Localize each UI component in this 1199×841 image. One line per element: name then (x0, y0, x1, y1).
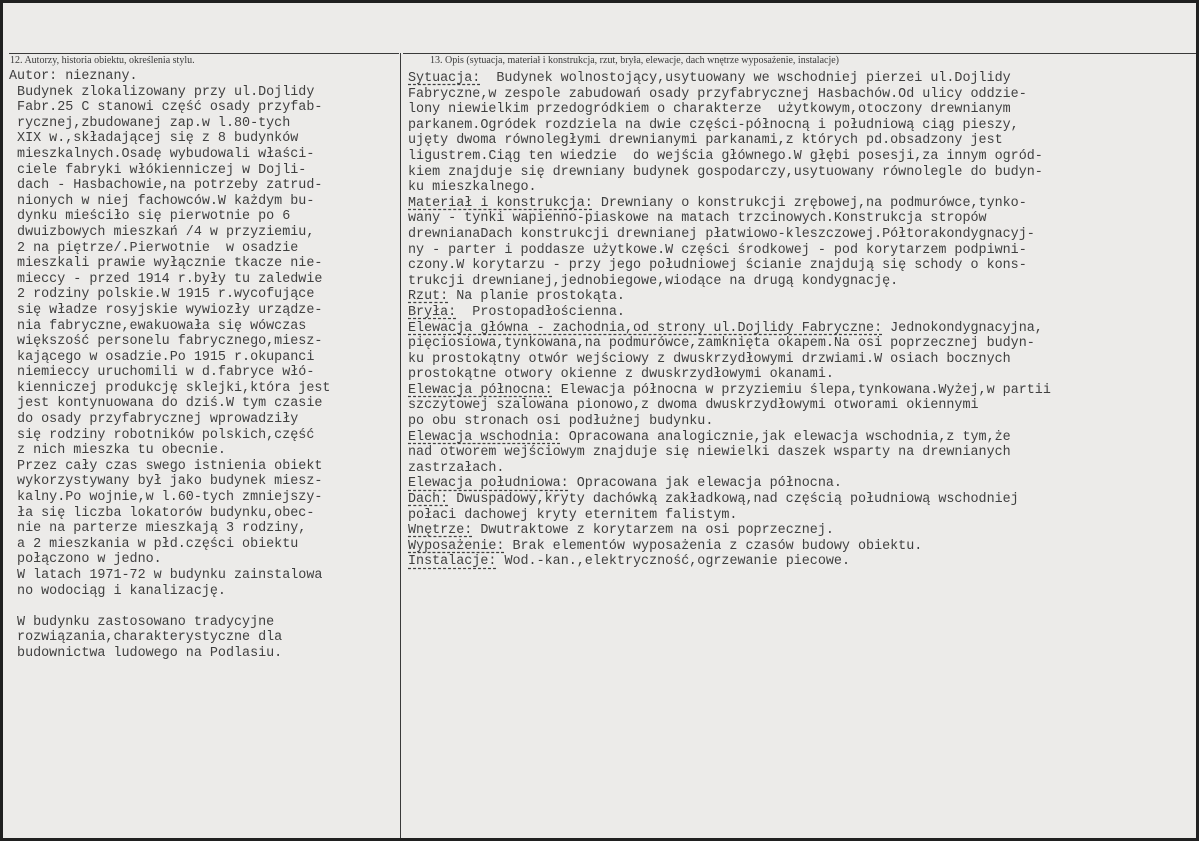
section-text: Opracowana jak elewacja północna. (568, 476, 842, 492)
history-line: W latach 1971-72 w budynku zainstalowa (9, 568, 323, 583)
description-section (408, 305, 1051, 321)
history-line: Przez cały czas swego istnienia obiekt (9, 458, 323, 474)
section-first-line (408, 321, 1051, 337)
section-label: Elewacja wschodnia: (408, 429, 561, 445)
history-line: a 2 mieszkania w płd.części obiektu (9, 536, 299, 552)
section-label: Instalacje: (408, 554, 497, 570)
history-line: ła się liczba lokatorów budynku,obec- (9, 505, 315, 521)
section-line: zastrzałach. (408, 460, 505, 476)
section-first-line (408, 492, 1051, 508)
section-line: lony niewielkim przedogródkiem o charakterze użytkowym,otoczony drewnianym (408, 102, 1011, 118)
description-text (408, 71, 1051, 570)
history-line: Autor: nieznany. (9, 69, 138, 84)
description-section (408, 430, 1051, 477)
section-line: szczytowej szalowana pionowo,z dwoma dwuskrzydłowymi otworami okiennymi (408, 398, 979, 414)
left-column-heading: 12. Autorzy, historia obiektu, określenia stylu. (10, 55, 195, 66)
section-line: ku mieszkalnego. (408, 180, 537, 196)
history-line: się rodziny robotników polskich,część (9, 427, 315, 443)
history-line: Budynek zlokalizowany przy ul.Dojlidy (9, 84, 315, 100)
section-first-line (408, 289, 1051, 305)
history-line: budownictwa ludowego na Podlasiu. (9, 645, 283, 661)
section-label: Dach: (408, 492, 449, 508)
description-section (408, 383, 1051, 430)
history-line (9, 599, 330, 615)
history-line: nie na parterze mieszkają 3 rodziny, (9, 521, 307, 537)
section-first-line (408, 305, 1051, 321)
section-text: Brak elementów wyposażenia z czasów budowy obiektu. (504, 538, 923, 554)
section-line: pięciosiowa,tynkowana,na podmurówce,zamknięta okapem.Na osi poprzecznej budyn- (408, 336, 1035, 352)
section-line: nad otworem wejściowym znajduje się niewielki daszek wsparty na drewnianych (408, 445, 1011, 461)
right-top-rule (403, 53, 1196, 54)
history-line: kającego w osadzie.Po 1915 r.okupanci (9, 349, 315, 365)
section-text: Prostopadłościenna. (456, 304, 625, 320)
section-text: Budynek wolnostojący,usytuowany we wschodniej pierzei ul.Dojlidy (480, 71, 1011, 86)
history-line: 2 na piętrze/.Pierwotnie w osadzie (9, 240, 299, 256)
history-line: W budynku zastosowano tradycyjne (9, 614, 275, 630)
section-text: Dwuspadowy,kryty dachówką zakładkową,nad częścią południową wschodniej (448, 492, 1019, 508)
section-label: Elewacja południowa: (408, 476, 569, 492)
section-line: połaci dachowej kryty eternitem falistym. (408, 507, 738, 523)
section-line: kiem znajduje się drewniany budynek gospodarczy,usytuowany równolegle do budyn- (408, 164, 1043, 180)
section-first-line (408, 476, 1051, 492)
column-divider (400, 53, 401, 838)
section-text: Wod.-kan.,elektryczność,ogrzewanie piecowe. (496, 554, 850, 570)
history-line: rozwiązania,charakterystyczne dla (9, 630, 283, 646)
history-line: dach - Hasbachowie,na potrzeby zatrud- (9, 178, 323, 194)
section-line: ny - parter i poddasze użytkowe.W części środkowej - pod korytarzem podpiwni- (408, 242, 1027, 258)
section-line: po obu stronach osi podłużnej budynku. (408, 414, 714, 430)
history-line: wykorzystywany był jako budynek miesz- (9, 474, 323, 490)
section-label: Elewacja główna - zachodnia,od strony ul.Dojlidy Fabryczne: (408, 320, 883, 336)
description-section (408, 71, 1051, 196)
section-line: ujęty dwoma równoległymi drewnianymi parkanami,z których pd.obsadzony jest (408, 133, 1003, 149)
history-line: do osady przyfabrycznej wprowadziły (9, 412, 299, 428)
history-line: Fabr.25 C stanowi część osady przyfab- (9, 100, 323, 116)
description-section (408, 196, 1051, 290)
history-line: ciele fabryki włókienniczej w Dojli- (9, 162, 307, 178)
section-line: ligustrem.Ciąg ten wiedzie do wejścia głównego.W głębi posesji,za innym ogród- (408, 148, 1043, 164)
section-first-line (408, 196, 1051, 212)
section-label: Materiał i konstrukcja: (408, 195, 593, 211)
history-line: mieszkalnych.Osadę wybudowali właści- (9, 146, 315, 162)
history-line: rycznej,zbudowanej zap.w l.80-tych (9, 115, 291, 131)
history-line: XIX w.,składającej się z 8 budynków (9, 131, 299, 147)
history-line: z nich mieszka tu obecnie. (9, 443, 226, 459)
section-line: czony.W korytarzu - przy jego południowej ścianie znajdują się schody o kons- (408, 258, 1027, 274)
section-first-line (408, 71, 1051, 87)
history-line: się władze rosyjskie wywiozły urządze- (9, 302, 323, 318)
history-line: mieccy - przed 1914 r.były tu zaledwie (9, 271, 323, 287)
section-text: Drewniany o konstrukcji zrębowej,na podmurówce,tynko- (592, 195, 1027, 211)
history-line: no wodociąg i kanalizację. (9, 583, 226, 599)
section-line: wany - tynki wapienno-piaskowe na matach trzcinowych.Konstrukcja stropów (408, 211, 987, 227)
history-line: kalny.Po wojnie,w l.60-tych zmniejszy- (9, 490, 323, 506)
description-section (408, 539, 1051, 555)
description-section (408, 554, 1051, 570)
history-line: nia fabryczne,ewakuowała się wówczas (9, 318, 307, 334)
description-section (408, 476, 1051, 492)
section-first-line (408, 554, 1051, 570)
section-text: Dwutraktowe z korytarzem na osi poprzecznej. (472, 523, 834, 539)
section-label: Wyposażenie: (408, 538, 505, 554)
description-section (408, 492, 1051, 523)
section-text: Na planie prostokąta. (448, 289, 625, 305)
history-line: połączono w jedno. (9, 552, 162, 568)
history-line: niemieccy uruchomili w d.fabryce włó- (9, 365, 315, 381)
description-section (408, 321, 1051, 383)
section-label: Wnętrze: (408, 523, 473, 539)
section-first-line (408, 430, 1051, 446)
section-label: Sytuacja: (408, 71, 481, 86)
history-line: mieszkali prawie wyłącznie tkacze nie- (9, 256, 323, 272)
section-text: Elewacja północna w przyziemiu ślepa,tynkowana.Wyżej,w partii (552, 382, 1051, 398)
left-top-rule (9, 53, 399, 54)
history-line: nionych w niej fachowców.W każdym bu- (9, 193, 315, 209)
description-section (408, 289, 1051, 305)
history-line: jest kontynuowana do dziś.W tym czasie (9, 396, 323, 412)
section-line: Fabryczne,w zespole zabudowań osady przyfabrycznej Hasbachów.Od ulicy oddzie- (408, 86, 1027, 102)
history-line: dynku mieściło się pierwotnie po 6 (9, 209, 291, 225)
history-text (9, 69, 330, 662)
history-line: 2 rodziny polskie.W 1915 r.wycofujące (9, 287, 315, 303)
section-text: Jednokondygnacyjna, (882, 320, 1043, 336)
section-line: parkanem.Ogródek rozdziela na dwie części-północną i południową ciąg pieszy, (408, 117, 1019, 133)
section-line: prostokątne otwory okienne z dwuskrzydłowymi okanami. (408, 367, 834, 383)
section-first-line (408, 383, 1051, 399)
history-line: dwuizbowych mieszkań /4 w przyziemiu, (9, 224, 315, 240)
section-first-line (408, 539, 1051, 555)
history-line: kienniczej produkcję sklejki,która jest (9, 380, 331, 396)
history-line: większość personelu fabrycznego,miesz- (9, 334, 323, 350)
catalog-card (3, 3, 1196, 838)
right-column-heading: 13. Opis (sytuacja, materiał i konstrukcja, rzut, bryła, elewacje, dach wnętrze wyposażenie, instalacje) (430, 55, 839, 66)
section-label: Bryła: (408, 304, 457, 320)
section-label: Rzut: (408, 289, 449, 305)
section-first-line (408, 523, 1051, 539)
section-label: Elewacja północna: (408, 382, 553, 398)
section-line: trukcji drewnianej,jednobiegowe,wiodące na drugą kondygnację. (408, 273, 899, 289)
section-text: Opracowana analogicznie,jak elewacja wschodnia,z tym,że (560, 429, 1011, 445)
description-section (408, 523, 1051, 539)
section-line: drewnianaDach konstrukcji drewnianej płatwiowo-kleszczowej.Półtorakondygnacyj- (408, 226, 1035, 242)
section-line: ku prostokątny otwór wejściowy z dwuskrzydłowymi drzwiami.W osiach bocznych (408, 351, 1011, 367)
